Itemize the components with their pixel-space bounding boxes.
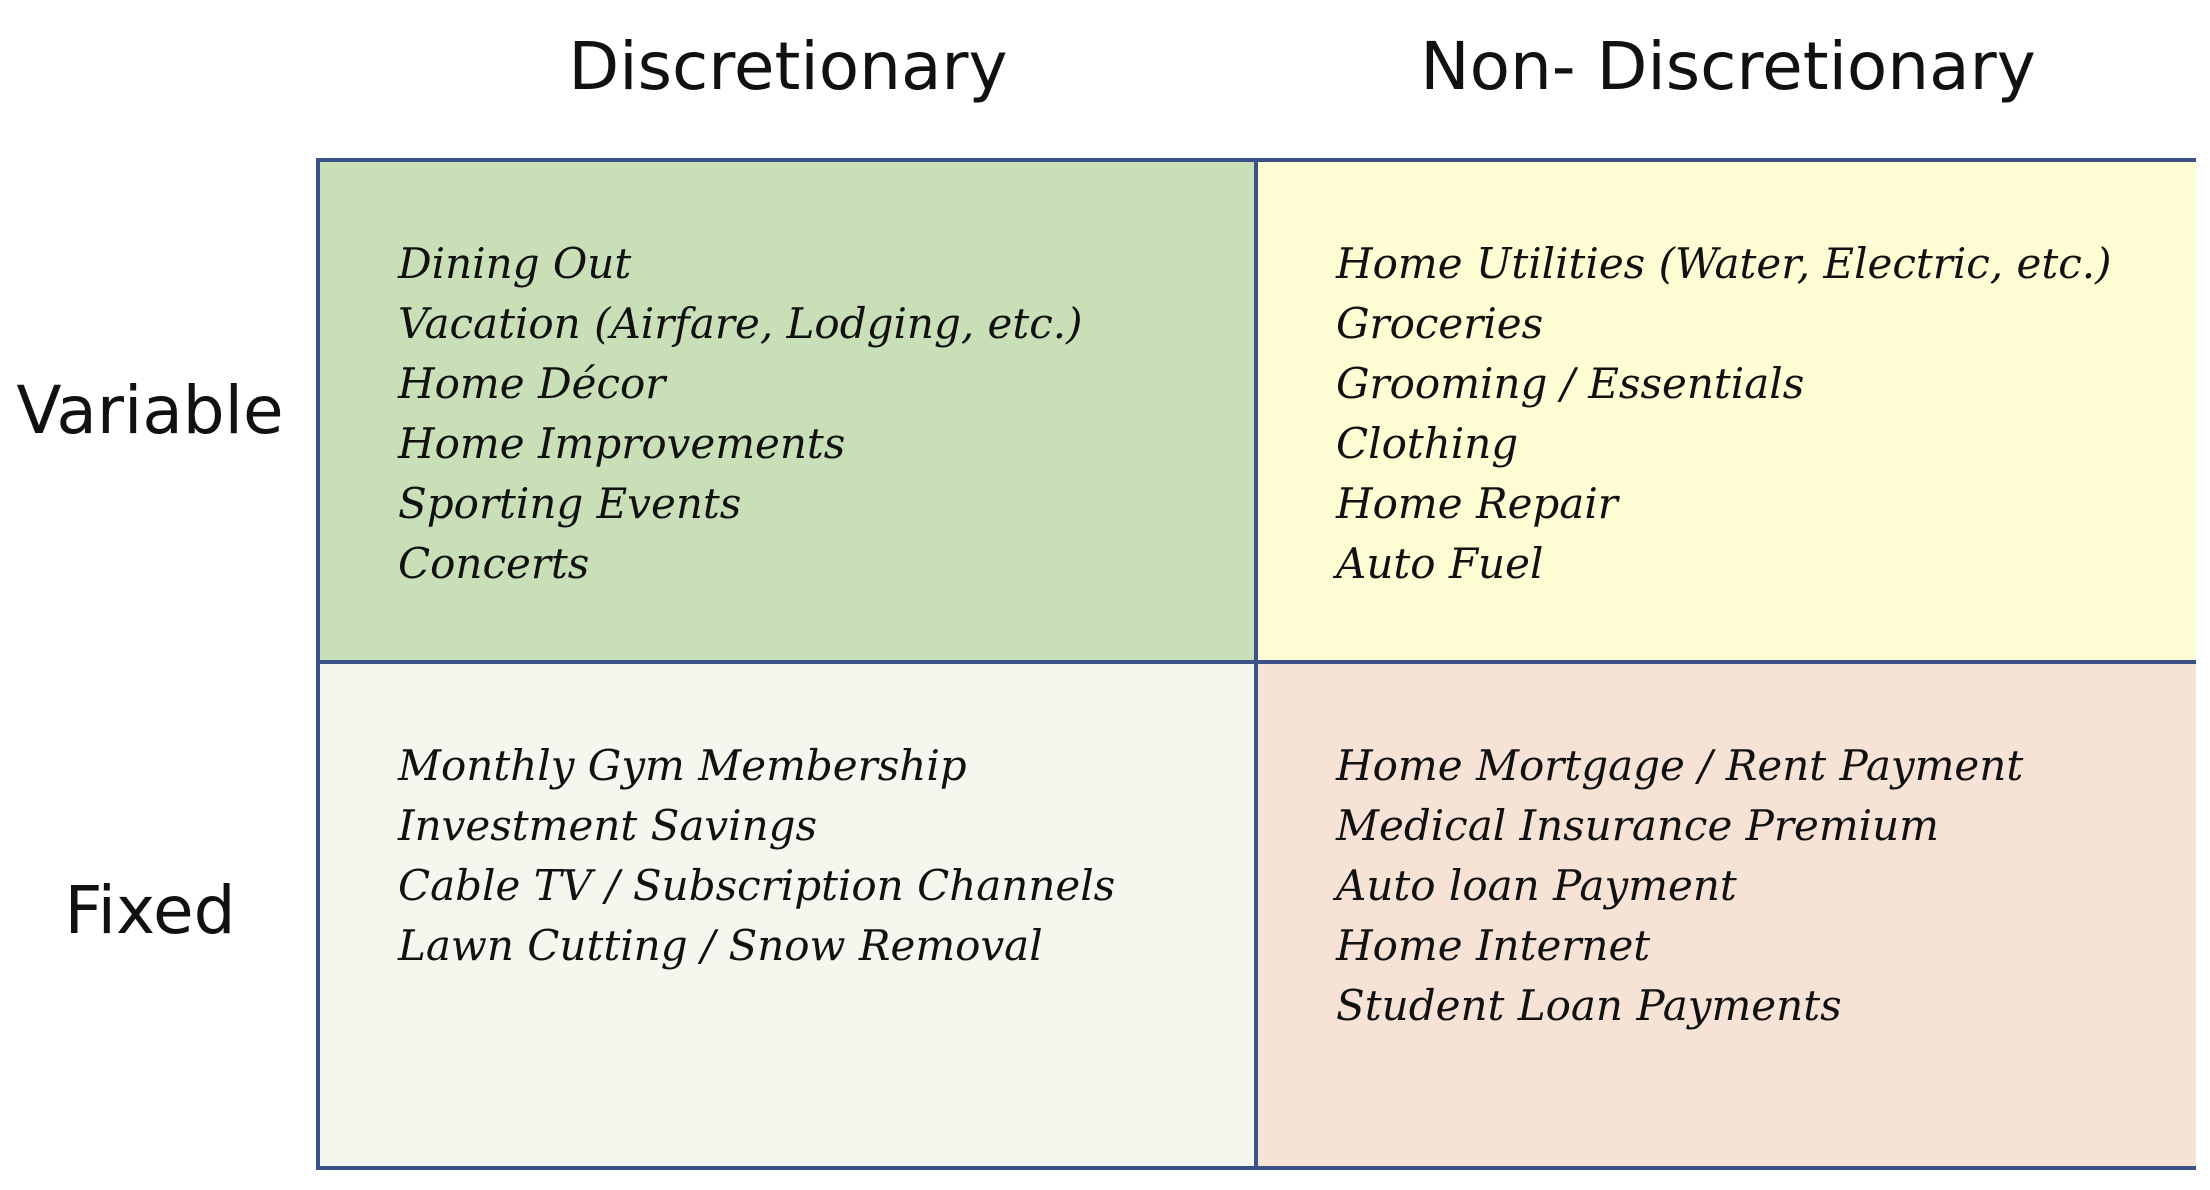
expense-item: Groceries	[1336, 299, 1544, 348]
expense-item: Auto loan Payment	[1336, 861, 1737, 910]
expense-item: Sporting Events	[398, 479, 742, 528]
expense-item: Home Décor	[398, 359, 666, 408]
expense-item: Monthly Gym Membership	[398, 741, 967, 790]
expense-item: Home Internet	[1336, 921, 1651, 970]
expense-item: Grooming / Essentials	[1336, 359, 1805, 408]
expense-item: Home Utilities (Water, Electric, etc.)	[1336, 239, 2112, 288]
expense-matrix	[316, 158, 2196, 1170]
quadrant-fixed-discretionary	[320, 664, 1258, 1166]
expense-item: Dining Out	[398, 239, 632, 288]
row-header-variable: Variable	[16, 372, 284, 449]
expense-item: Vacation (Airfare, Lodging, etc.)	[398, 299, 1083, 348]
expense-item: Lawn Cutting / Snow Removal	[398, 921, 1043, 970]
quadrant-variable-non-discretionary	[1258, 162, 2196, 664]
column-header-non-discretionary: Non- Discretionary	[1420, 28, 2036, 105]
expense-item: Home Improvements	[398, 419, 846, 468]
expense-list	[1336, 234, 2196, 594]
expense-list	[398, 736, 1254, 976]
quadrant-fixed-non-discretionary	[1258, 664, 2196, 1166]
expense-item: Auto Fuel	[1336, 539, 1544, 588]
expense-item: Concerts	[398, 539, 590, 588]
column-header-discretionary: Discretionary	[568, 28, 1008, 105]
expense-item: Cable TV / Subscription Channels	[398, 861, 1116, 910]
expense-item: Student Loan Payments	[1336, 981, 1842, 1030]
expense-item: Home Repair	[1336, 479, 1618, 528]
expense-item: Clothing	[1336, 419, 1519, 468]
expense-item: Investment Savings	[398, 801, 818, 850]
expense-list	[1336, 736, 2196, 1036]
expense-item: Home Mortgage / Rent Payment	[1336, 741, 2024, 790]
expense-list	[398, 234, 1254, 594]
row-header-fixed: Fixed	[64, 872, 236, 949]
expense-item: Medical Insurance Premium	[1336, 801, 1939, 850]
quadrant-variable-discretionary	[320, 162, 1258, 664]
